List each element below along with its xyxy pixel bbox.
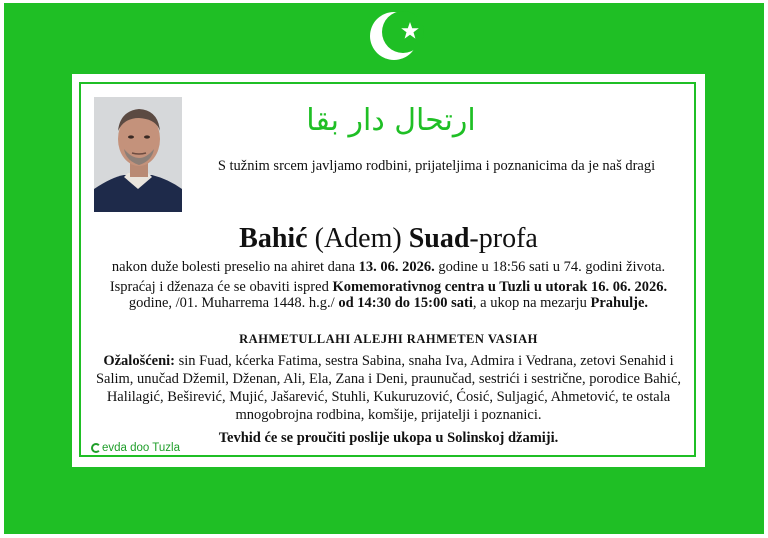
burial-text-a: godine, /01. Muharrema 1448. h.g./ — [128, 295, 339, 311]
surname: Bahić — [239, 223, 308, 254]
burial-line — [72, 295, 705, 312]
svg-text:ارتحال دار بقا: ارتحال دار بقا — [306, 103, 476, 138]
green-panel — [4, 3, 764, 534]
mourners-line-3: Halilagić, Beširević, Mujić, Jašarević, Stuhli, Kukuruzović, Ćosić, Suljagić, Ahmetović, te ostala — [106, 389, 671, 405]
deceased-name — [72, 223, 705, 255]
funeral-place: Komemorativnog centra u Tuzli u utorak 16. 06. 2026. — [332, 279, 668, 295]
first-name: Suad — [408, 223, 470, 254]
tevhid-notice: Tevhid će se proučiti poslije ukopa u Solinskoj džamiji. — [218, 430, 559, 446]
father-name: (Adem) — [314, 223, 402, 254]
death-text-a: nakon duže bolesti preselio na ahiret dana — [111, 259, 359, 275]
death-line — [72, 259, 705, 276]
obituary-card — [72, 74, 705, 467]
brand-name: evda doo Tuzla — [102, 442, 181, 454]
mourners-label: Ožalošćeni: — [103, 353, 176, 369]
crescent-star-icon — [364, 6, 434, 66]
portrait-photo — [94, 97, 182, 212]
mourners-line-2: Salim, unučad Džemil, Dženan, Ali, Ela, Zana i Deni, praunučad, sestrići i sestrične, porodice Bahić, — [95, 371, 682, 387]
death-date: 13. 06. 2026. — [358, 259, 435, 275]
funeral-text-a: Ispraćaj i dženaza će se obaviti ispred — [109, 279, 333, 295]
brand-logo-icon — [91, 443, 101, 453]
arabic-calligraphy — [306, 92, 476, 144]
mourners-line-4: mnogobrojna rodbina, komšije, prijatelji i poznanici. — [235, 407, 542, 423]
prayer-heading: RAHMETULLAHI ALEJHI RAHMETEN VASIAH — [239, 332, 538, 346]
mourners-text-1: sin Fuad, kćerka Fatima, sestra Sabina, snaha Iva, Admira i Vedrana, zetovi Senahid i — [175, 353, 674, 369]
intro-text: S tužnim srcem javljamo rodbini, prijateljima i poznanicima da je naš dragi — [217, 158, 656, 174]
mourners-line-1 — [72, 353, 705, 370]
death-text-b: godine u 18:56 sati u 74. godini života. — [434, 259, 666, 275]
burial-text-b: , a ukop na mezarju — [472, 295, 591, 311]
cemetery-name: Prahulje. — [590, 295, 649, 311]
funeral-time: od 14:30 do 15:00 sati — [338, 295, 473, 311]
nickname: -profa — [469, 223, 538, 254]
brand-footer — [91, 442, 180, 454]
funeral-line — [72, 279, 705, 296]
